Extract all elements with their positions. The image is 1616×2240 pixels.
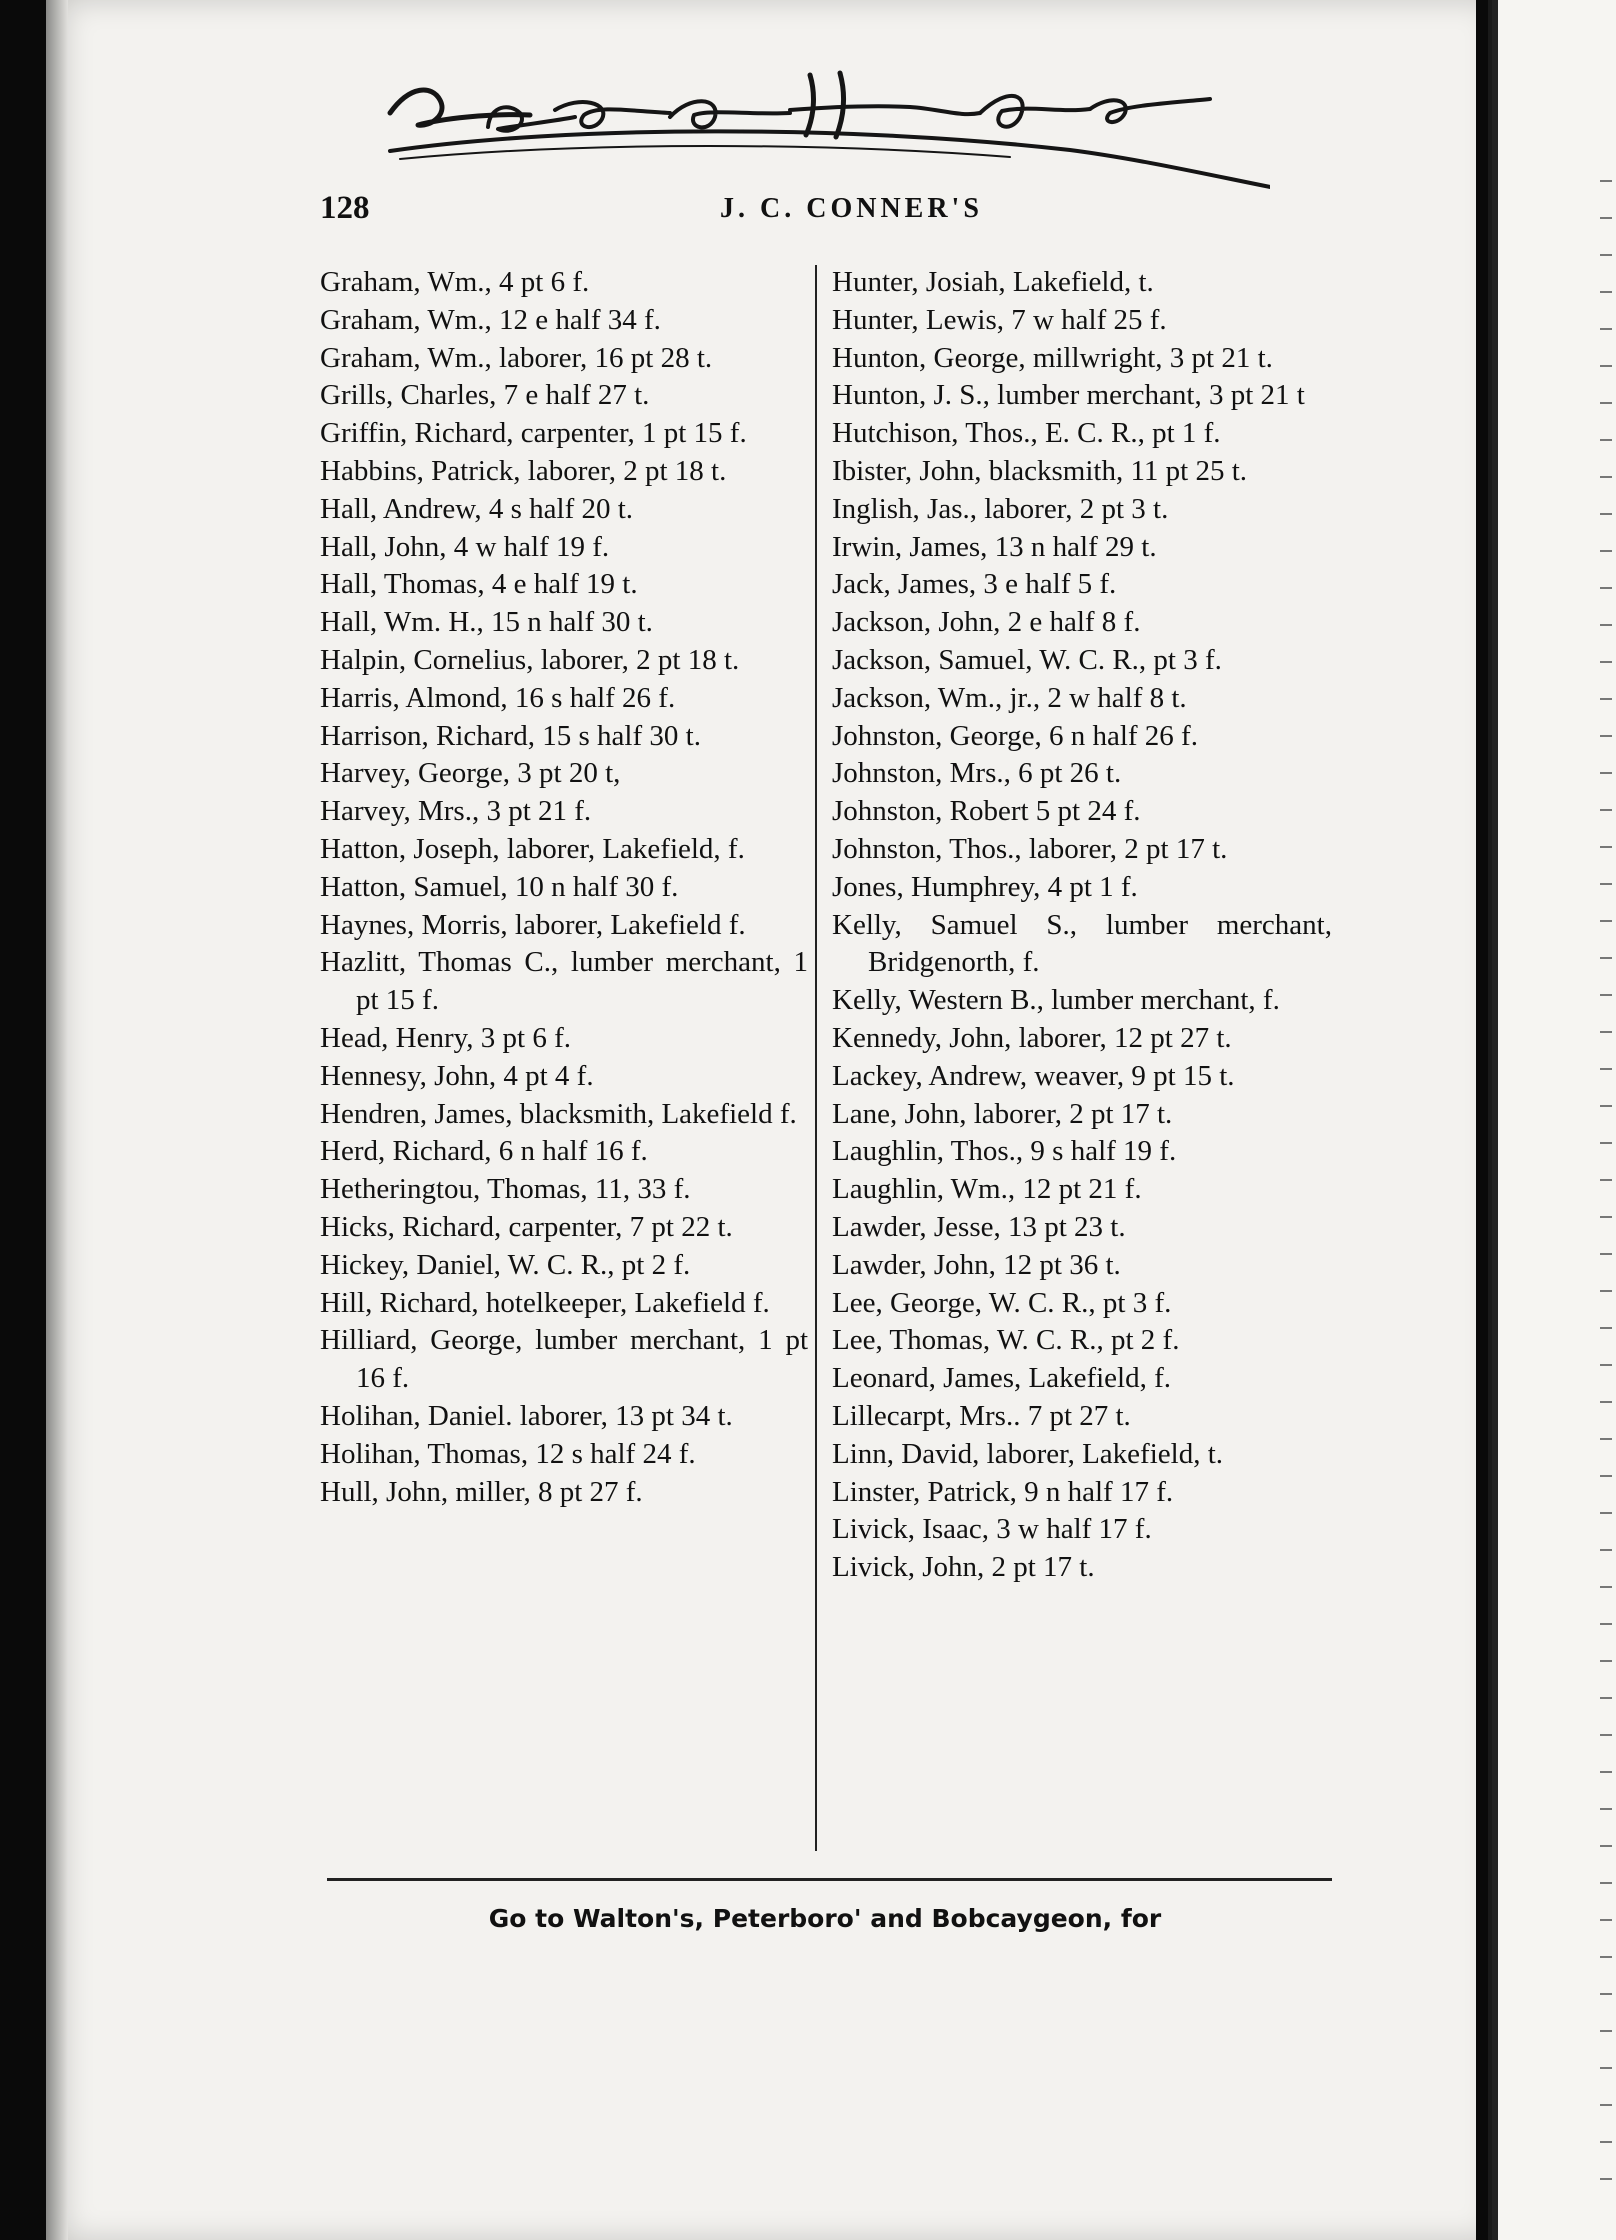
adjacent-page-line xyxy=(1600,1549,1612,1551)
adjacent-page-line xyxy=(1600,920,1612,922)
adjacent-page-line xyxy=(1600,624,1612,626)
directory-entry: Johnston, Robert 5 pt 24 f. xyxy=(832,795,1141,828)
adjacent-page-line xyxy=(1600,1623,1612,1625)
adjacent-page-line xyxy=(1600,1438,1612,1440)
directory-entry: Hull, John, miller, 8 pt 27 f. xyxy=(320,1475,643,1508)
adjacent-page-line xyxy=(1600,439,1612,441)
directory-entry: Hall, John, 4 w half 19 f. xyxy=(320,530,610,563)
page-gutter-shadow xyxy=(46,0,68,2240)
directory-entry: Hunton, George, millwright, 3 pt 21 t. xyxy=(832,341,1273,374)
footer-rule xyxy=(327,1878,1332,1881)
adjacent-page-line xyxy=(1600,587,1612,589)
adjacent-page-line xyxy=(1600,365,1612,367)
handwritten-signature xyxy=(370,55,1270,205)
adjacent-page-line xyxy=(1600,1401,1612,1403)
adjacent-page-line xyxy=(1600,402,1612,404)
directory-entry: Hendren, James, blacksmith, Lakefield f. xyxy=(320,1097,797,1130)
directory-entry: Graham, Wm., 12 e half 34 f. xyxy=(320,303,661,336)
directory-entry: Hatton, Joseph, laborer, Lakefield, f. xyxy=(320,832,745,865)
directory-entry: Hill, Richard, hotelkeeper, Lakefield f. xyxy=(320,1286,770,1319)
running-head: J. C. CONNER'S xyxy=(720,193,983,224)
adjacent-page-line xyxy=(1600,1993,1612,1995)
footer-advertisement: Go to Walton's, Peterboro' and Bobcaygeon, for xyxy=(488,1904,1162,1933)
directory-entry: Grills, Charles, 7 e half 27 t. xyxy=(320,379,650,412)
directory-entry: Kelly, Samuel S., lumber merchant, Bridgenorth, f. xyxy=(832,908,1332,979)
adjacent-page-line xyxy=(1600,1031,1612,1033)
adjacent-page-line xyxy=(1600,217,1612,219)
adjacent-page-line xyxy=(1600,698,1612,700)
directory-entry: Jackson, Wm., jr., 2 w half 8 t. xyxy=(832,681,1187,714)
directory-entry: Hazlitt, Thomas C., lumber merchant, 1 pt 15 f. xyxy=(320,946,808,1017)
directory-entry: Haynes, Morris, laborer, Lakefield f. xyxy=(320,908,746,941)
adjacent-page-line xyxy=(1600,957,1612,959)
directory-entry: Jackson, Samuel, W. C. R., pt 3 f. xyxy=(832,643,1222,676)
directory-entry: Kelly, Western B., lumber merchant, f. xyxy=(832,984,1280,1017)
directory-entry: Livick, John, 2 pt 17 t. xyxy=(832,1551,1095,1584)
adjacent-page-line xyxy=(1600,180,1612,182)
adjacent-page-line xyxy=(1600,772,1612,774)
adjacent-page-line xyxy=(1600,1290,1612,1292)
adjacent-page-line xyxy=(1600,1512,1612,1514)
adjacent-page-line xyxy=(1600,2030,1612,2032)
directory-entry: Livick, Isaac, 3 w half 17 f. xyxy=(832,1513,1152,1546)
directory-entry: Hennesy, John, 4 pt 4 f. xyxy=(320,1059,594,1092)
adjacent-page-line xyxy=(1600,661,1612,663)
adjacent-page-line xyxy=(1600,2178,1612,2180)
adjacent-page-edge xyxy=(1488,0,1616,2240)
adjacent-page-line xyxy=(1600,1660,1612,1662)
adjacent-page-line xyxy=(1600,735,1612,737)
adjacent-page-line xyxy=(1600,254,1612,256)
adjacent-page-line xyxy=(1600,476,1612,478)
adjacent-page-line xyxy=(1600,1068,1612,1070)
directory-entry: Graham, Wm., laborer, 16 pt 28 t. xyxy=(320,341,713,374)
adjacent-page-line xyxy=(1600,2141,1612,2143)
directory-entry: Harvey, Mrs., 3 pt 21 f. xyxy=(320,795,592,828)
directory-entry: Hunter, Josiah, Lakefield, t. xyxy=(832,266,1154,298)
directory-entry: Holihan, Thomas, 12 s half 24 f. xyxy=(320,1437,696,1470)
page-number: 128 xyxy=(320,190,370,226)
left-column xyxy=(320,264,808,1511)
directory-entry: Johnston, Mrs., 6 pt 26 t. xyxy=(832,757,1122,790)
adjacent-page-line xyxy=(1600,994,1612,996)
directory-entry: Habbins, Patrick, laborer, 2 pt 18 t. xyxy=(320,454,727,487)
directory-entry: Jackson, John, 2 e half 8 f. xyxy=(832,606,1141,639)
adjacent-page-line xyxy=(1600,1734,1612,1736)
directory-entry: Hetheringtou, Thomas, 11, 33 f. xyxy=(320,1173,691,1206)
directory-entry: Kennedy, John, laborer, 12 pt 27 t. xyxy=(832,1021,1232,1054)
adjacent-page-line xyxy=(1600,809,1612,811)
adjacent-page-line xyxy=(1600,1586,1612,1588)
adjacent-page-line xyxy=(1600,1327,1612,1329)
directory-entry: Hicks, Richard, carpenter, 7 pt 22 t. xyxy=(320,1210,733,1243)
directory-entry: Lane, John, laborer, 2 pt 17 t. xyxy=(832,1097,1173,1130)
adjacent-page-line xyxy=(1600,846,1612,848)
directory-entry: Linn, David, laborer, Lakefield, t. xyxy=(832,1437,1224,1470)
directory-entry: Johnston, Thos., laborer, 2 pt 17 t. xyxy=(832,832,1228,865)
adjacent-page-line xyxy=(1600,1179,1612,1181)
adjacent-page-line xyxy=(1600,1771,1612,1773)
directory-entry: Lawder, Jesse, 13 pt 23 t. xyxy=(832,1210,1126,1243)
adjacent-page-line xyxy=(1600,1882,1612,1884)
directory-entry: Lee, George, W. C. R., pt 3 f. xyxy=(832,1286,1172,1319)
adjacent-page-line xyxy=(1600,513,1612,515)
directory-entry: Lillecarpt, Mrs.. 7 pt 27 t. xyxy=(832,1399,1131,1432)
adjacent-page-line xyxy=(1600,550,1612,552)
directory-entry: Hatton, Samuel, 10 n half 30 f. xyxy=(320,870,679,903)
directory-entry: Lee, Thomas, W. C. R., pt 2 f. xyxy=(832,1324,1180,1357)
directory-entry: Hall, Wm. H., 15 n half 30 t. xyxy=(320,606,653,639)
directory-entry: Griffin, Richard, carpenter, 1 pt 15 f. xyxy=(320,417,747,450)
directory-entry: Ibister, John, blacksmith, 11 pt 25 t. xyxy=(832,454,1248,487)
book-spine xyxy=(1492,0,1498,2240)
directory-entry: Hall, Thomas, 4 e half 19 t. xyxy=(320,568,638,601)
directory-entry: Halpin, Cornelius, laborer, 2 pt 18 t. xyxy=(320,643,740,676)
adjacent-page-line xyxy=(1600,1956,1612,1958)
adjacent-page-line xyxy=(1600,2067,1612,2069)
directory-entry: Hickey, Daniel, W. C. R., pt 2 f. xyxy=(320,1248,691,1281)
directory-entry: Laughlin, Thos., 9 s half 19 f. xyxy=(832,1135,1177,1168)
directory-entry: Holihan, Daniel. laborer, 13 pt 34 t. xyxy=(320,1399,733,1432)
directory-entry: Irwin, James, 13 n half 29 t. xyxy=(832,530,1157,563)
adjacent-page-line xyxy=(1600,2104,1612,2106)
directory-entry: Jack, James, 3 e half 5 f. xyxy=(832,568,1117,601)
adjacent-page-line xyxy=(1600,1475,1612,1477)
directory-entry: Inglish, Jas., laborer, 2 pt 3 t. xyxy=(832,492,1169,525)
adjacent-page-line xyxy=(1600,1697,1612,1699)
directory-entry: Hunter, Lewis, 7 w half 25 f. xyxy=(832,303,1167,336)
directory-entry: Graham, Wm., 4 pt 6 f. xyxy=(320,266,590,298)
directory-entry: Hilliard, George, lumber merchant, 1 pt 16 f. xyxy=(320,1324,808,1395)
adjacent-page-line xyxy=(1600,1253,1612,1255)
directory-entry: Laughlin, Wm., 12 pt 21 f. xyxy=(832,1173,1142,1206)
directory-entry: Leonard, James, Lakefield, f. xyxy=(832,1362,1171,1395)
adjacent-page-line xyxy=(1600,1364,1612,1366)
directory-entry: Harrison, Richard, 15 s half 30 t. xyxy=(320,719,701,752)
directory-entry: Hall, Andrew, 4 s half 20 t. xyxy=(320,492,634,525)
right-column xyxy=(832,264,1332,1587)
column-divider xyxy=(815,265,817,1851)
adjacent-page-line xyxy=(1600,883,1612,885)
directory-entry: Hunton, J. S., lumber merchant, 3 pt 21 t xyxy=(832,379,1305,412)
directory-entry: Lawder, John, 12 pt 36 t. xyxy=(832,1248,1121,1281)
directory-entry: Linster, Patrick, 9 n half 17 f. xyxy=(832,1475,1174,1508)
page-header xyxy=(320,190,1330,236)
directory-entry: Jones, Humphrey, 4 pt 1 f. xyxy=(832,870,1138,903)
directory-entry: Harvey, George, 3 pt 20 t, xyxy=(320,757,621,790)
adjacent-page-line xyxy=(1600,1142,1612,1144)
adjacent-page-line xyxy=(1600,1845,1612,1847)
directory-entry: Johnston, George, 6 n half 26 f. xyxy=(832,719,1198,752)
adjacent-page-line xyxy=(1600,1919,1612,1921)
directory-entry: Harris, Almond, 16 s half 26 f. xyxy=(320,681,676,714)
adjacent-page-line xyxy=(1600,328,1612,330)
directory-entry: Herd, Richard, 6 n half 16 f. xyxy=(320,1135,648,1168)
directory-entry: Lackey, Andrew, weaver, 9 pt 15 t. xyxy=(832,1059,1235,1092)
directory-entry: Hutchison, Thos., E. C. R., pt 1 f. xyxy=(832,417,1221,450)
adjacent-page-line xyxy=(1600,1216,1612,1218)
adjacent-page-line xyxy=(1600,1105,1612,1107)
adjacent-page-line xyxy=(1600,291,1612,293)
adjacent-page-line xyxy=(1600,1808,1612,1810)
directory-entry: Head, Henry, 3 pt 6 f. xyxy=(320,1021,571,1054)
